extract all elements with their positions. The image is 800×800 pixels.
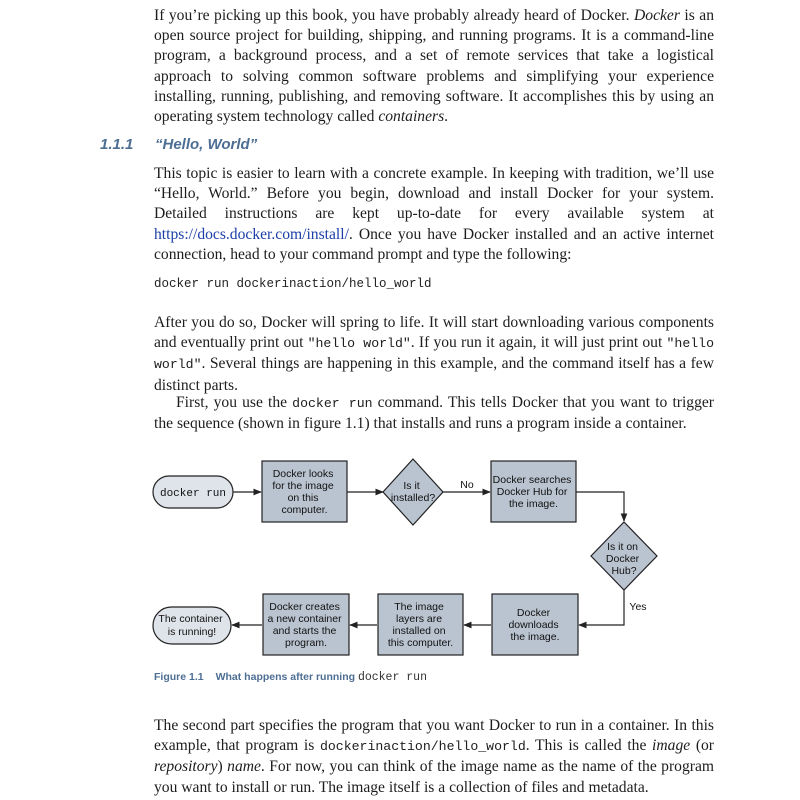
inline-code-hello-world-2: "hello world" [154,336,714,373]
container-running-label: The container is running! [158,613,223,638]
search-hub-label: Docker searches Docker Hub for the image. [492,474,572,510]
intro-emphasis-containers: containers [378,108,445,126]
downloads-image-label: Docker downloads the image. [508,607,560,643]
intro-text-continued: is an open source project for building, shipping, and running programs. It is a command-line program, a background process, and a set of remote services that take a logistical approach to solving common software problems and simplifying your experience installing, running, publishing, and removing software. It accomplishes this by using an operating system technology called [154,7,715,126]
section-title: “Hello, World” [155,136,258,153]
arrow-yes-to-download [579,590,624,625]
start-label: docker run [159,488,227,500]
layers-installed-label: The image layers are installed on this computer. [387,601,454,649]
arrow-search-to-hub [576,492,624,521]
para2-text-end: . Several things are happening in this example, and the command itself has a few distinct parts. [154,355,714,394]
para3-text-end: command. This tells Docker that you want to trigger the sequence (shown in figure 1.1) that installs and runs a program inside a container. [154,394,715,433]
para4-text-end: . For now, you can think of the image name as the name of the program you want to install or run. The image itself is a collection of files and metadata. [154,758,715,796]
para2-text-mid: . If you run it again, it will just print out [410,334,667,352]
figure-caption-text: What happens after running [215,671,358,683]
para4-text-or: (or [690,737,714,755]
image-name-paragraph [154,716,714,798]
creates-container-label: Docker creates a new container and starts the program. [267,601,342,649]
section-number: 1.1.1 [100,136,134,153]
para2-text: After you do so, Docker will spring to life. It will start downloading various components and eventually print out [154,314,714,352]
no-label: No [460,479,474,491]
emphasis-name: name [227,758,261,776]
intro-text: If you’re picking up this book, you have probably already heard of Docker. [154,7,635,24]
intro-text-end: . [444,108,449,126]
para3-text: First, you use the [176,394,293,411]
looks-for-image-label: Docker looks for the image on this computer. [272,468,334,516]
intro-emphasis-docker: Docker [634,7,680,24]
code-listing: docker run dockerinaction/hello_world [154,277,432,291]
para4-text-paren: ) [217,758,228,776]
figure-caption-code: docker run [357,671,427,684]
inline-code-image-name: dockerinaction/hello_world [319,739,526,755]
install-docs-link[interactable]: https://docs.docker.com/install/ [154,225,349,243]
is-on-hub-label: Is it on Docker Hub? [605,541,640,577]
para1-text: This topic is easier to learn with a concrete example. In keeping with tradition, we’ll use “Hello, World.” Before you begin, download and install Docker for your system. Detailed instructions are kept up-to-date for every available system at [154,165,714,223]
figure-caption [154,671,427,684]
emphasis-image: image [652,737,691,755]
inline-code-docker-run: docker run [292,396,373,411]
is-installed-label: Is it installed? [390,480,436,504]
para1-text-end: . Once you have Docker installed and an active internet connection, head to your command prompt and type the following: [154,225,714,263]
figure-number: Figure 1.1 [154,671,204,683]
emphasis-repository: repository [154,758,218,776]
inline-code-hello-world: "hello world" [307,336,411,352]
para4-text-mid: . This is called the [525,737,653,755]
para4-text: The second part specifies the program that you want Docker to run in a container. In this example, that program is [154,717,714,755]
yes-label: Yes [629,601,647,613]
